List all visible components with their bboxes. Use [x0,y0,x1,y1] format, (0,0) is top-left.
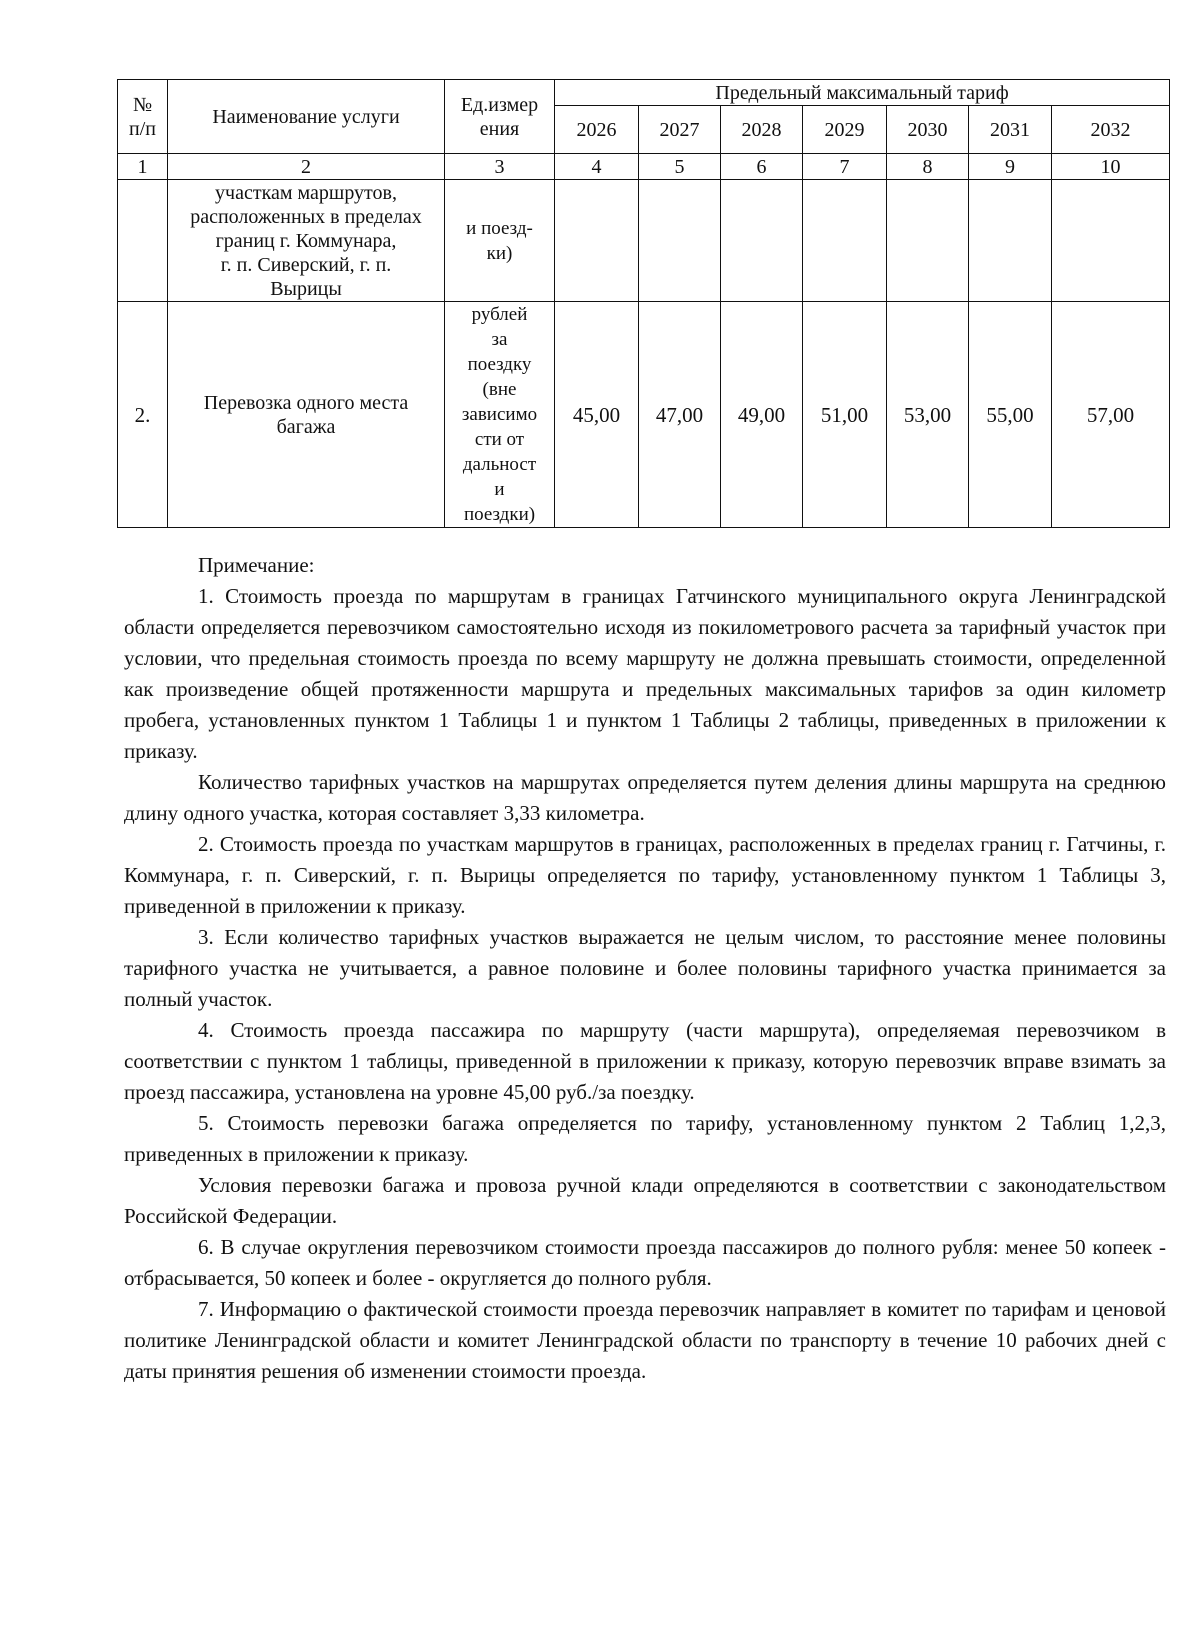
row-value [555,180,639,302]
column-number: 3 [445,154,555,180]
table-row [118,302,1170,528]
header-num: № п/п [118,80,168,154]
table-row [118,180,1170,302]
row-unit: и поезд- ки) [445,180,555,302]
column-number: 2 [168,154,445,180]
note-paragraph: Количество тарифных участков на маршрутах определяется путем деления длины маршрута на среднюю длину одного участка, которая составляет 3,33 километра. [124,770,1166,825]
header-row [118,80,1170,106]
row-value [721,180,803,302]
row-value: 53,00 [887,302,969,528]
row-value: 47,00 [639,302,721,528]
row-value: 45,00 [555,302,639,528]
note-paragraph: 3. Если количество тарифных участков выражается не целым числом, то расстояние менее половины тарифного участка не учитывается, а равное половине и более половины тарифного участка принимается за полный участок. [124,925,1166,1011]
header-year: 2027 [639,106,721,154]
column-number: 8 [887,154,969,180]
note-paragraph: 2. Стоимость проезда по участкам маршрутов в границах, расположенных в пределах границ г. Гатчины, г. Коммунара, г. п. Сиверский, г. п. Вырицы определяется по тарифу, установленному пунктом 1 Таблицы 3, приведенной в приложении к приказу. [124,832,1166,918]
note-paragraph: 7. Информацию о фактической стоимости проезда перевозчик направляет в комитет по тарифам и ценовой политике Ленинградской области и комитет Ленинградской области по транспорту в течение 10 рабочих дней с даты принятия решения об изменении стоимости проезда. [124,1297,1166,1383]
row-unit: рублей за поездку (вне зависимо сти от дальност и поездки) [445,302,555,528]
notes-section [124,550,1166,1387]
column-number: 4 [555,154,639,180]
column-number: 10 [1052,154,1170,180]
header-year: 2026 [555,106,639,154]
column-number: 5 [639,154,721,180]
row-num: 2. [118,302,168,528]
row-value: 49,00 [721,302,803,528]
header-year: 2031 [969,106,1052,154]
row-value [803,180,887,302]
row-num [118,180,168,302]
row-value [887,180,969,302]
header-year: 2030 [887,106,969,154]
header-year: 2032 [1052,106,1170,154]
column-number-row [118,154,1170,180]
note-paragraph: 1. Стоимость проезда по маршрутам в границах Гатчинского муниципального округа Ленинградской области определяется перевозчиком самостоятельно исходя из покилометрового расчета за тарифный участок при условии, что предельная стоимость проезда по всему маршруту не должна превышать стоимости, определенной как произведение общей протяженности маршрута и предельных максимальных тарифов за один километр пробега, установленных пунктом 1 Таблицы 1 и пунктом 1 Таблицы 2 таблицы, приведенных в приложении к приказу. [124,584,1166,763]
note-paragraph: Условия перевозки багажа и провоза ручной клади определяются в соответствии с законодательством Российской Федерации. [124,1173,1166,1228]
header-tariff-group: Предельный максимальный тариф [555,80,1170,106]
row-value [969,180,1052,302]
column-number: 1 [118,154,168,180]
header-year: 2028 [721,106,803,154]
note-paragraph: 5. Стоимость перевозки багажа определяется по тарифу, установленному пунктом 2 Таблиц 1,2,3, приведенных в приложении к приказу. [124,1111,1166,1166]
header-year: 2029 [803,106,887,154]
note-paragraph: 4. Стоимость проезда пассажира по маршруту (части маршрута), определяемая перевозчиком в соответствии с пунктом 1 таблицы, приведенной в приложении к приказу, которую перевозчик вправе взимать за проезд пассажира, установлена на уровне 45,00 руб./за поездку. [124,1018,1166,1104]
notes-title: Примечание: [198,553,315,577]
row-value: 51,00 [803,302,887,528]
row-value [639,180,721,302]
header-name: Наименование услуги [168,80,445,154]
row-name: Перевозка одного места багажа [168,302,445,528]
row-value: 55,00 [969,302,1052,528]
note-paragraph: 6. В случае округления перевозчиком стоимости проезда пассажиров до полного рубля: менее 50 копеек - отбрасывается, 50 копеек и более - округляется до полного рубля. [124,1235,1166,1290]
row-value: 57,00 [1052,302,1170,528]
column-number: 7 [803,154,887,180]
row-name: участкам маршрутов, расположенных в пределах границ г. Коммунара, г. п. Сиверский, г. п. Вырицы [168,180,445,302]
column-number: 6 [721,154,803,180]
column-number: 9 [969,154,1052,180]
row-value [1052,180,1170,302]
tariff-table [117,79,1170,528]
header-unit: Ед.измер ения [445,80,555,154]
